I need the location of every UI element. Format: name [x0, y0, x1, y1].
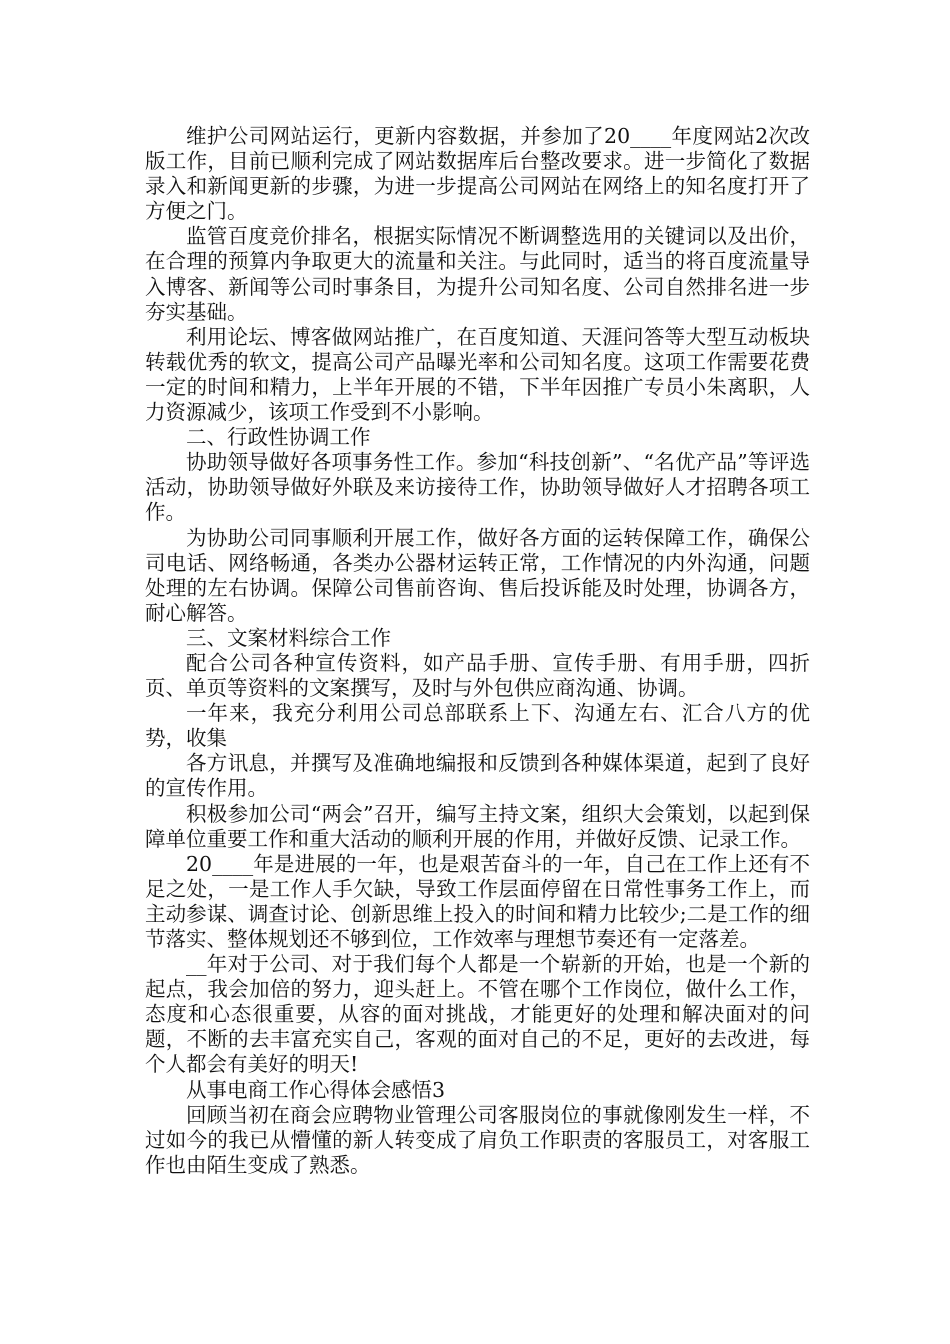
section-heading-admin-coordination: 二、行政性协调工作 — [186, 425, 371, 450]
paragraph-two-sessions: 积极参加公司“两会”召开，编写主持文案，组织大会策划，以起到保障单位重要工作和重大活动的顺利开展的作用，并做好反馈、记录工作。 — [145, 801, 810, 851]
paragraph-new-year-outlook: __年对于公司、对于我们每个人都是一个崭新的开始，也是一个新的起点，我会加倍的努力，迎头赶上。不管在哪个工作岗位，做什么工作，态度和心态很重要，从容的面对挑战，才能更好的处理和解决面对的问题，不断的去丰富充实自己，客观的面对自己的不足，更好的去改进，每个人都会有美好的明天! — [145, 952, 810, 1077]
paragraph-year-advantage: 一年来，我充分利用公司总部联系上下、沟通左右、汇合八方的优势，收集 — [145, 701, 810, 751]
paragraph-baidu-bidding: 监管百度竞价排名，根据实际情况不断调整选用的关键词以及出价，在合理的预算内争取更大的流量和关注。与此同时，适当的将百度流量导入博客、新闻等公司时事条目，为提升公司知名度、公司自然排名进一步夯实基础。 — [145, 224, 810, 324]
paragraph-customer-service-recollection: 回顾当初在商会应聘物业管理公司客服岗位的事就像刚发生一样，不过如今的我已从懵懂的新人转变成了肩负工作职责的客服员工，对客服工作也由陌生变成了熟悉。 — [145, 1102, 810, 1177]
paragraph-year-review: 20____年是进展的一年，也是艰苦奋斗的一年，自己在工作上还有不足之处，一是工作人手欠缺，导致工作层面停留在日常性事务工作上，而主动参谋、调查讨论、创新思维上投入的时间和精力比较少;二是工作的细节落实、整体规划还不够到位，工作效率与理想节奏还有一定落差。 — [145, 851, 810, 951]
paragraph-news-reporting: 各方讯息，并撰写及准确地编报和反馈到各种媒体渠道，起到了良好的宣传作用。 — [145, 751, 810, 801]
section-heading-ecommerce-reflection-3: 从事电商工作心得体会感悟3 — [186, 1077, 446, 1102]
paragraph-promo-materials: 配合公司各种宣传资料，如产品手册、宣传手册、有用手册，四折页、单页等资料的文案撰写，及时与外包供应商沟通、协调。 — [145, 650, 810, 701]
section-heading-copywriting: 三、文案材料综合工作 — [186, 625, 391, 650]
paragraph-website-maintenance: 维护公司网站运行，更新内容数据，并参加了20____年度网站2次改版工作，目前已顺利完成了网站数据库后台整改要求。进一步简化了数据录入和新闻更新的步骤，为进一步提高公司网站在网络上的知名度打开了方便之门。 — [145, 124, 810, 224]
paragraph-assist-leadership: 协助领导做好各项事务性工作。参加“科技创新”、“名优产品”等评选活动，协助领导做好外联及来访接待工作，协助领导做好人才招聘各项工作。 — [145, 450, 810, 525]
paragraph-forum-promotion: 利用论坛、博客做网站推广，在百度知道、天涯问答等大型互动板块转载优秀的软文，提高公司产品曝光率和公司知名度。这项工作需要花费一定的时间和精力，上半年开展的不错，下半年因推广专员小朱离职，人力资源减少，该项工作受到不小影响。 — [145, 324, 810, 425]
paragraph-assist-colleagues: 为协助公司同事顺利开展工作，做好各方面的运转保障工作，确保公司电话、网络畅通，各类办公器材运转正常，工作情况的内外沟通，问题处理的左右协调。保障公司售前咨询、售后投诉能及时处理，协调各方，耐心解答。 — [145, 525, 810, 625]
document-body — [145, 124, 810, 1178]
